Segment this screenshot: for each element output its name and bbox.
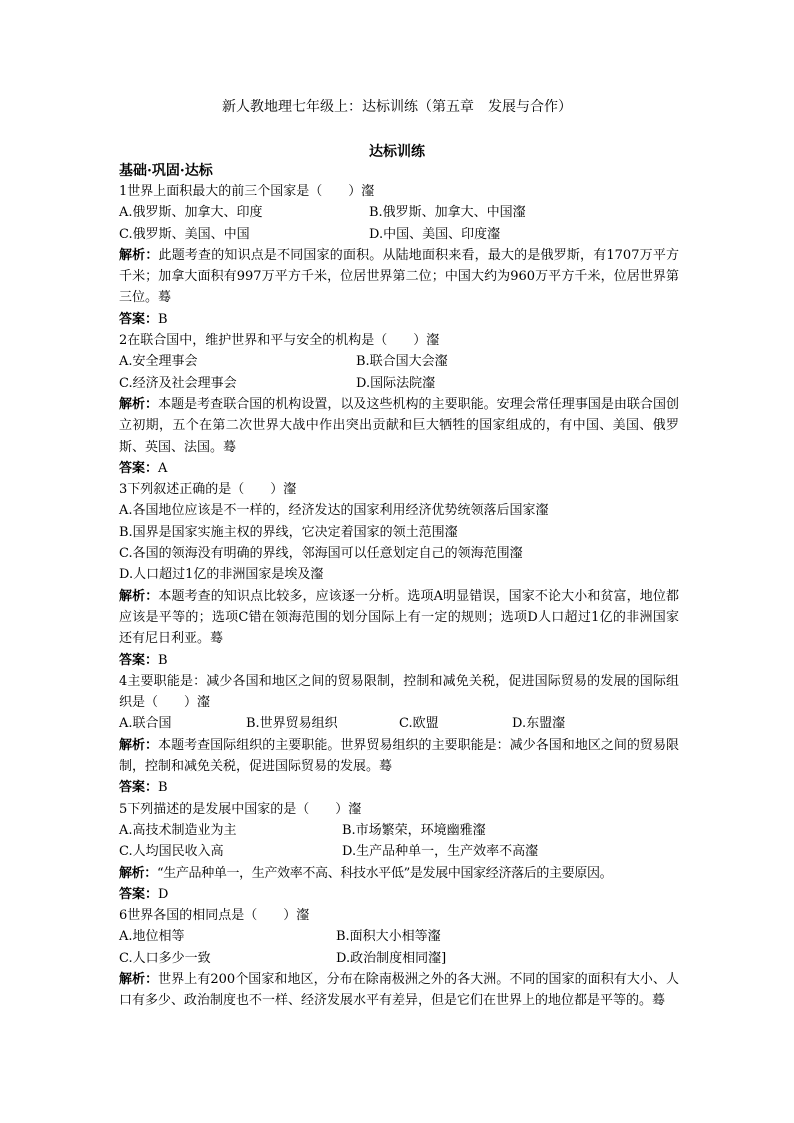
answer-label: 答案：	[119, 311, 159, 327]
analysis	[119, 394, 679, 458]
option-row	[119, 373, 679, 394]
analysis-text: 本题考查的知识点比较多，应该逐一分析。选项A明显错误，国家不论大小和贫富，地位都应该是平等的；选项C错在领海范围的划分国际上有一定的规则；选项D人口超过1亿的非洲国家还有尼日利亚。蓦	[119, 588, 679, 647]
question-stem: 4主要职能是：减少各国和地区之间的贸易限制，控制和减免关税，促进国际贸易的发展的国际组织是（ ）瀣	[119, 673, 679, 711]
option-row	[119, 351, 679, 372]
analysis-text: 此题考查的知识点是不同国家的面积。从陆地面积来看，最大的是俄罗斯，有1707万平方千米；加拿大面积有997万平方千米，位居世界第二位；中国大约为960万平方千米，位居世界第三位。蓦	[119, 247, 679, 306]
answer	[119, 884, 679, 905]
option-a: A.俄罗斯、加拿大、印度	[119, 205, 263, 221]
analysis	[119, 969, 679, 1012]
analysis-label: 解析：	[119, 588, 159, 604]
analysis-text: “生产品种单一，生产效率不高、科技水平低”是发展中国家经济落后的主要原因。	[156, 865, 613, 881]
question-stem: 1世界上面积最大的前三个国家是（ ）瀣	[119, 184, 375, 199]
option-b: B.国界是国家实施主权的界线，它决定着国家的领土范围瀣	[119, 524, 458, 540]
question-5	[119, 799, 679, 905]
option-b: B.俄罗斯、加拿大、中国瀣	[369, 205, 526, 221]
option-d: D.政治制度相同瀣]	[336, 950, 447, 966]
section-title: 达标训练	[369, 144, 425, 160]
answer-value: B	[158, 652, 168, 668]
option-row	[119, 926, 679, 947]
option-c: C.俄罗斯、美国、中国	[119, 226, 250, 242]
option-b: B.市场繁荣，环境幽雅瀣	[342, 822, 486, 838]
option-c: C.各国的领海没有明确的界线，邻海国可以任意划定自己的领海范围瀣	[119, 546, 523, 562]
answer-label: 答案：	[119, 460, 159, 476]
question-2	[119, 330, 679, 479]
option-d: D.生产品种单一，生产效率不高瀣	[342, 844, 539, 860]
option-c: C.人口多少一致	[119, 950, 211, 966]
analysis	[119, 863, 679, 884]
question-1	[119, 181, 679, 330]
analysis-label: 解析：	[119, 396, 159, 412]
answer-label: 答案：	[119, 780, 159, 796]
analysis-label: 解析：	[119, 865, 157, 881]
option-row	[119, 948, 679, 969]
option-row	[119, 841, 679, 862]
option-row	[119, 224, 679, 245]
option-a: A.安全理事会	[119, 354, 198, 370]
answer	[119, 777, 679, 798]
analysis-text: 本题是考查联合国的机构设置，以及这些机构的主要职能。安理会常任理事国是由联合国创立初期，五个在第二次世界大战中作出突出贡献和巨大牺牲的国家组成的，有中国、美国、俄罗斯、英国、法国。蓦	[119, 396, 679, 455]
question-stem: 6世界各国的相同点是（ ）瀣	[119, 908, 310, 924]
option-a: A.各国地位应该是不一样的，经济发达的国家利用经济优势统领落后国家瀣	[119, 503, 549, 519]
option-a: A.地位相等	[119, 929, 185, 945]
analysis-label: 解析：	[119, 737, 159, 753]
answer	[119, 458, 679, 479]
option-b: B.联合国大会瀣	[356, 354, 448, 370]
analysis	[119, 586, 679, 650]
document-body	[119, 161, 679, 1012]
analysis	[119, 735, 679, 778]
answer	[119, 650, 679, 671]
option-d: D.中国、美国、印度瀣	[369, 226, 501, 242]
question-6	[119, 905, 679, 1011]
analysis-text: 本题考查国际组织的主要职能。世界贸易组织的主要职能是：减少各国和地区之间的贸易限制，控制和减免关税，促进国际贸易的发展。蓦	[119, 737, 679, 775]
option-d: D.人口超过1亿的非洲国家是埃及瀣	[119, 567, 324, 583]
option-b: B.世界贸易组织	[246, 716, 338, 732]
document-title: 新人教地理七年级上：达标训练（第五章 发展与合作）	[222, 99, 572, 115]
option-row	[119, 713, 679, 734]
answer-value: B	[158, 780, 168, 796]
analysis-label: 解析：	[119, 971, 159, 987]
analysis-label: 解析：	[119, 247, 159, 263]
option-c: C.欧盟	[399, 716, 439, 732]
answer-value: B	[158, 311, 168, 327]
option-row	[119, 820, 679, 841]
question-stem: 2在联合国中，维护世界和平与安全的机构是（ ）瀣	[119, 333, 440, 349]
question-stem: 3下列叙述正确的是（ ）瀣	[119, 482, 297, 498]
sub-heading: 基础·巩固·达标	[119, 163, 213, 179]
answer	[119, 309, 679, 330]
question-3	[119, 479, 679, 671]
analysis-text: 世界上有200个国家和地区，分布在除南极洲之外的各大洲。不同的国家的面积有大小、人口有多少、政治制度也不一样、经济发展水平有差异，但是它们在世界上的地位都是平等的。蓦	[119, 971, 679, 1009]
answer-value: A	[158, 460, 168, 476]
option-a: A.高技术制造业为主	[119, 822, 237, 838]
option-a: A.联合国	[119, 716, 172, 732]
question-stem: 5下列描述的是发展中国家的是（ ）瀣	[119, 801, 362, 817]
option-row	[119, 202, 679, 223]
option-b: B.面积大小相等瀣	[336, 929, 441, 945]
option-c: C.人均国民收入高	[119, 844, 224, 860]
answer-label: 答案：	[119, 652, 159, 668]
answer-value: D	[158, 886, 169, 902]
analysis	[119, 245, 679, 309]
option-d: D.东盟瀣	[512, 716, 566, 732]
question-4	[119, 671, 679, 799]
option-d: D.国际法院瀣	[356, 375, 436, 391]
answer-label: 答案：	[119, 886, 159, 902]
option-c: C.经济及社会理事会	[119, 375, 237, 391]
